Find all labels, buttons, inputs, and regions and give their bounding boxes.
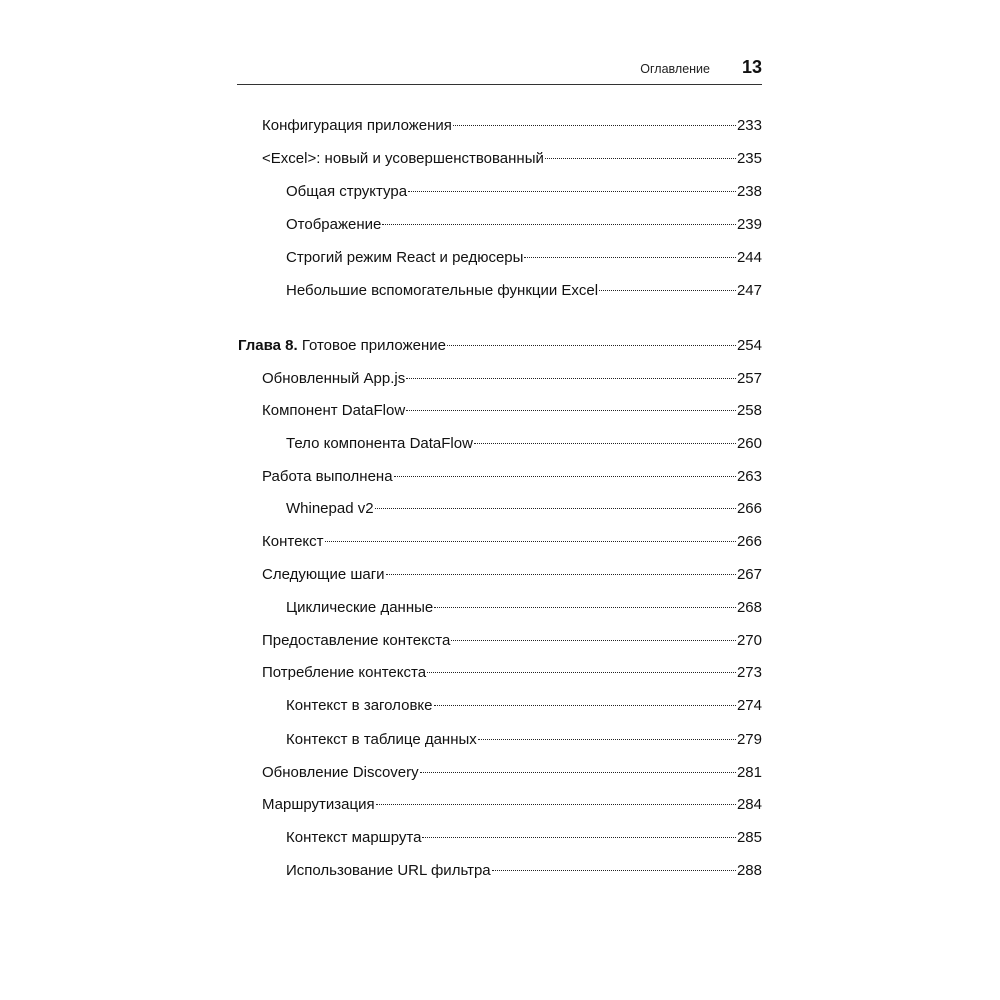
toc-page-number: 247 [736,282,762,299]
toc-page-number: 258 [736,402,762,419]
dot-leader [420,772,736,773]
toc-entry-title: Следующие шаги [262,566,385,583]
toc-entry-title: Контекст маршрута [286,829,422,846]
toc-entry[interactable] [286,827,762,849]
toc-page-number: 270 [736,632,762,649]
toc-entry[interactable] [286,433,762,455]
dot-leader [434,607,736,608]
toc-entry[interactable] [262,564,762,586]
toc-page-number: 267 [736,566,762,583]
toc-entry[interactable] [286,860,762,882]
dot-leader [394,476,736,477]
toc-entry[interactable] [286,597,762,619]
dot-leader [492,870,736,871]
chapter-title: Готовое приложение [301,337,446,354]
toc-entry[interactable] [262,466,762,488]
dot-leader [408,191,736,192]
toc-entry-title: Обновленный App.js [262,370,406,387]
toc-page-number: 266 [736,500,762,517]
toc-entry-title: Маршрутизация [262,796,375,813]
dot-leader [376,804,736,805]
toc-entry-title: Небольшие вспомогательные функции Excel [286,282,599,299]
toc-page-number: 274 [736,697,762,714]
toc-page-number: 288 [736,862,762,879]
page-number: 13 [741,57,762,77]
toc-entry-title: Тело компонента DataFlow [286,435,473,452]
toc-chapter-entry[interactable] [238,335,762,357]
toc-entry[interactable] [262,115,762,137]
dot-leader [453,125,736,126]
dot-leader [451,640,736,641]
toc-page-number: 235 [736,150,762,167]
dot-leader [545,158,736,159]
toc-page-number: 260 [736,435,762,452]
toc-entry-title: Отображение [286,216,382,233]
toc-page-number: 268 [736,599,762,616]
dot-leader [599,290,736,291]
dot-leader [386,574,736,575]
toc-page-number: 238 [736,183,762,200]
toc-entry-title: Контекст в заголовке [286,697,433,714]
dot-leader [447,345,736,346]
toc-entry[interactable] [286,729,762,751]
toc-page-number: 285 [736,829,762,846]
dot-leader [375,508,736,509]
toc-entry-title: Общая структура [286,183,408,200]
toc-entry-title: Whinepad v2 [286,500,374,517]
toc-entry-title: Конфигурация приложения [262,117,452,134]
dot-leader [325,541,736,542]
dot-leader [427,672,736,673]
toc-entry[interactable] [286,214,762,236]
toc-entry-title: Контекст в таблице данных [286,731,477,748]
toc-entry[interactable] [286,280,762,302]
toc-entry[interactable] [262,762,762,784]
toc-page-number: 233 [736,117,762,134]
toc-entry-title: Использование URL фильтра [286,862,491,879]
toc-entry-title: Контекст [262,533,324,550]
toc-page-number: 281 [736,764,762,781]
toc-entry[interactable] [262,794,762,816]
dot-leader [474,443,736,444]
toc-entry-title: Потребление контекста [262,664,427,681]
toc-entry[interactable] [262,400,762,422]
toc-page-number: 239 [736,216,762,233]
dot-leader [382,224,736,225]
toc-entry-title [238,335,446,357]
toc-entry[interactable] [262,368,762,390]
dot-leader [422,837,736,838]
toc-page-number: 263 [736,468,762,485]
toc-page-number: 284 [736,796,762,813]
toc-entry[interactable] [262,148,762,170]
running-header-title: Оглавление [640,62,710,76]
dot-leader [434,705,736,706]
toc-page-number: 254 [736,337,762,354]
toc-page-number: 279 [736,731,762,748]
dot-leader [478,739,736,740]
chapter-number: Глава 8. [238,337,298,354]
toc-entry-title: <Excel>: новый и усовершенствованный [262,150,544,167]
toc-entry[interactable] [286,498,762,520]
toc-page-number: 244 [736,249,762,266]
toc-entry[interactable] [286,181,762,203]
toc-entry[interactable] [262,531,762,553]
toc-entry-title: Работа выполнена [262,468,393,485]
toc-entry[interactable] [286,247,762,269]
toc-entry-title: Компонент DataFlow [262,402,406,419]
dot-leader [406,378,736,379]
toc-page-number: 266 [736,533,762,550]
dot-leader [524,257,736,258]
toc-entry-title: Циклические данные [286,599,434,616]
toc-page-number: 257 [736,370,762,387]
toc-entry-title: Обновление Discovery [262,764,419,781]
toc-entry[interactable] [262,630,762,652]
toc-page-number: 273 [736,664,762,681]
toc-entry-title: Строгий режим React и редюсеры [286,249,524,266]
dot-leader [406,410,736,411]
toc-entry-title: Предоставление контекста [262,632,451,649]
toc-entry[interactable] [286,695,762,717]
toc-entry[interactable] [262,662,762,684]
